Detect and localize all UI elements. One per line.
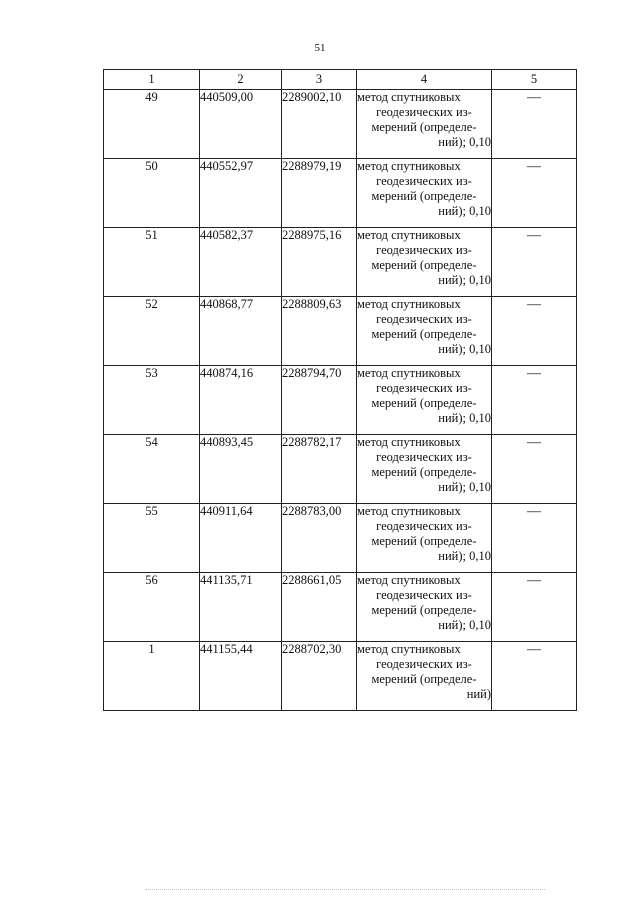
table-row <box>104 573 577 642</box>
method-line: мерений (определе- <box>371 258 477 272</box>
column-5-cell: — <box>492 90 577 159</box>
method-cell <box>357 642 492 711</box>
point-number-cell: 55 <box>104 504 200 573</box>
table-row <box>104 366 577 435</box>
method-line: метод спутниковых <box>357 90 461 104</box>
column-header-5: 5 <box>492 70 577 90</box>
table-row <box>104 504 577 573</box>
method-line: ний); 0,10 <box>438 135 491 149</box>
y-coordinate-cell: 2289002,10 <box>282 90 357 159</box>
x-coordinate-cell: 440582,37 <box>200 228 282 297</box>
method-line: метод спутниковых <box>357 573 461 587</box>
table-header-row <box>104 70 577 90</box>
method-line: ний); 0,10 <box>438 342 491 356</box>
column-header-2: 2 <box>200 70 282 90</box>
x-coordinate-cell: 440509,00 <box>200 90 282 159</box>
column-5-cell: — <box>492 297 577 366</box>
coordinates-table <box>103 69 577 711</box>
method-line: ний); 0,10 <box>438 204 491 218</box>
column-5-cell: — <box>492 435 577 504</box>
y-coordinate-cell: 2288783,00 <box>282 504 357 573</box>
column-header-4: 4 <box>357 70 492 90</box>
method-cell <box>357 297 492 366</box>
method-line: мерений (определе- <box>371 672 477 686</box>
method-cell <box>357 504 492 573</box>
page-number: 51 <box>314 42 326 54</box>
method-line: ний); 0,10 <box>438 273 491 287</box>
column-header-3: 3 <box>282 70 357 90</box>
x-coordinate-cell: 440874,16 <box>200 366 282 435</box>
method-cell <box>357 573 492 642</box>
y-coordinate-cell: 2288782,17 <box>282 435 357 504</box>
method-line: метод спутниковых <box>357 228 461 242</box>
method-line: геодезических из- <box>376 588 472 602</box>
point-number-cell: 52 <box>104 297 200 366</box>
method-line: ний); 0,10 <box>438 549 491 563</box>
y-coordinate-cell: 2288979,19 <box>282 159 357 228</box>
method-line: мерений (определе- <box>371 189 477 203</box>
x-coordinate-cell: 440893,45 <box>200 435 282 504</box>
table-row <box>104 159 577 228</box>
method-cell <box>357 159 492 228</box>
point-number-cell: 56 <box>104 573 200 642</box>
method-line: геодезических из- <box>376 312 472 326</box>
column-5-cell: — <box>492 228 577 297</box>
method-line: метод спутниковых <box>357 297 461 311</box>
scan-artifact-line <box>145 889 545 891</box>
method-line: мерений (определе- <box>371 465 477 479</box>
method-line: геодезических из- <box>376 381 472 395</box>
method-line: ний) <box>466 687 491 701</box>
table-row <box>104 297 577 366</box>
method-line: метод спутниковых <box>357 159 461 173</box>
method-line: мерений (определе- <box>371 327 477 341</box>
method-line: мерений (определе- <box>371 603 477 617</box>
column-5-cell: — <box>492 159 577 228</box>
point-number-cell: 1 <box>104 642 200 711</box>
table-body <box>104 90 577 711</box>
method-line: мерений (определе- <box>371 396 477 410</box>
method-cell <box>357 90 492 159</box>
x-coordinate-cell: 441155,44 <box>200 642 282 711</box>
point-number-cell: 50 <box>104 159 200 228</box>
y-coordinate-cell: 2288975,16 <box>282 228 357 297</box>
y-coordinate-cell: 2288702,30 <box>282 642 357 711</box>
method-line: геодезических из- <box>376 519 472 533</box>
method-line: мерений (определе- <box>371 534 477 548</box>
x-coordinate-cell: 440868,77 <box>200 297 282 366</box>
y-coordinate-cell: 2288661,05 <box>282 573 357 642</box>
method-line: геодезических из- <box>376 105 472 119</box>
method-line: геодезических из- <box>376 243 472 257</box>
column-5-cell: — <box>492 642 577 711</box>
method-line: мерений (определе- <box>371 120 477 134</box>
method-line: ний); 0,10 <box>438 618 491 632</box>
method-line: метод спутниковых <box>357 366 461 380</box>
point-number-cell: 51 <box>104 228 200 297</box>
point-number-cell: 49 <box>104 90 200 159</box>
method-line: метод спутниковых <box>357 435 461 449</box>
column-header-1: 1 <box>104 70 200 90</box>
method-line: метод спутниковых <box>357 504 461 518</box>
table-row <box>104 435 577 504</box>
method-cell <box>357 435 492 504</box>
x-coordinate-cell: 440911,64 <box>200 504 282 573</box>
table-row <box>104 90 577 159</box>
method-line: ний); 0,10 <box>438 480 491 494</box>
point-number-cell: 54 <box>104 435 200 504</box>
column-5-cell: — <box>492 504 577 573</box>
point-number-cell: 53 <box>104 366 200 435</box>
method-cell <box>357 366 492 435</box>
y-coordinate-cell: 2288809,63 <box>282 297 357 366</box>
x-coordinate-cell: 441135,71 <box>200 573 282 642</box>
table-row <box>104 642 577 711</box>
method-line: геодезических из- <box>376 657 472 671</box>
method-line: геодезических из- <box>376 450 472 464</box>
x-coordinate-cell: 440552,97 <box>200 159 282 228</box>
column-5-cell: — <box>492 573 577 642</box>
column-5-cell: — <box>492 366 577 435</box>
y-coordinate-cell: 2288794,70 <box>282 366 357 435</box>
method-line: ний); 0,10 <box>438 411 491 425</box>
method-cell <box>357 228 492 297</box>
table-row <box>104 228 577 297</box>
method-line: метод спутниковых <box>357 642 461 656</box>
method-line: геодезических из- <box>376 174 472 188</box>
